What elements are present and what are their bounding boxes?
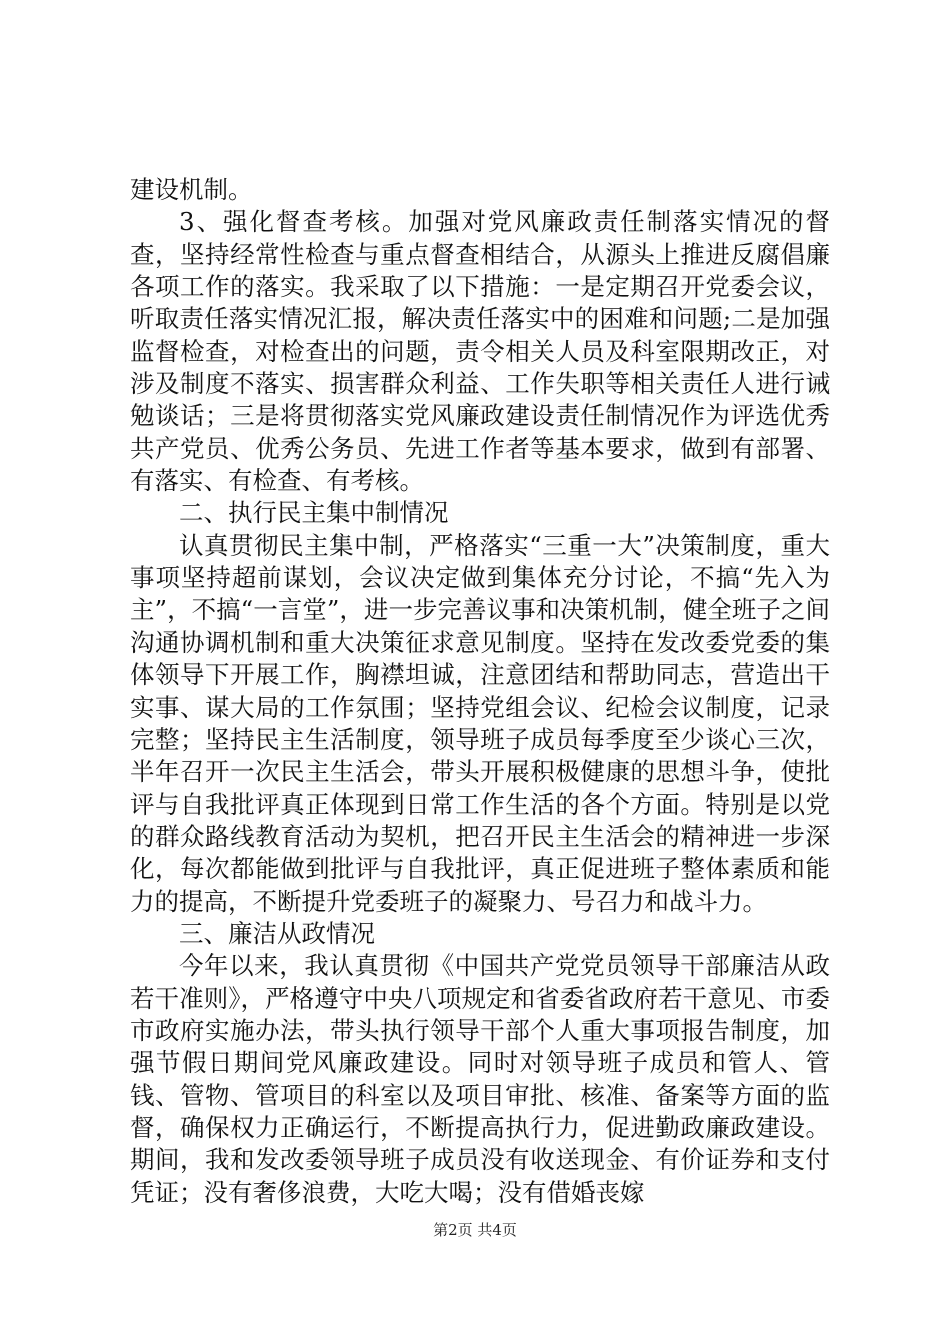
paragraph-democratic-centralism: 认真贯彻民主集中制，严格落实“三重一大”决策制度，重大事项坚持超前谋划，会议决定做到集体充分讨论，不搞“先入为主”，不搞“一言堂”，进一步完善议事和决策机制，健全班子之间沟通协调机制和重大决策征求意见制度。坚持在发改委党委的集体领导下开展工作，胸襟坦诚，注意团结和帮助同志，营造出干实事、谋大局的工作氛围；坚持党组会议、纪检会议制度，记录完整；坚持民主生活制度，领导班子成员每季度至少谈心三次，半年召开一次民主生活会，带头开展积极健康的思想斗争，使批评与自我批评真正体现到日常工作生活的各个方面。特别是以党的群众路线教育活动为契机，把召开民主生活会的精神进一步深化，每次都能做到批评与自我批评，真正促进班子整体素质和能力的提高，不断提升党委班子的凝聚力、号召力和战斗力。	[130, 530, 830, 916]
page-number-footer: 第2页 共4页	[433, 1221, 517, 1239]
paragraph-continuation: 建设机制。	[130, 175, 253, 204]
document-body	[130, 174, 830, 1209]
section-heading-integrity: 三、廉洁从政情况	[179, 918, 375, 948]
paragraph-supervision: 3、强化督查考核。加强对党风廉政责任制落实情况的督查，坚持经常性检查与重点督查相结合，从源头上推进反腐倡廉各项工作的落实。我采取了以下措施：一是定期召开党委会议，听取责任落实情况汇报，解决责任落实中的困难和问题;二是加强监督检查，对检查出的问题，责令相关人员及科室限期改正，对涉及制度不落实、损害群众利益、工作失职等相关责任人进行诫勉谈话；三是将贯彻落实党风廉政建设责任制情况作为评选优秀共产党员、优秀公务员、先进工作者等基本要求，做到有部署、有落实、有检查、有考核。	[130, 207, 830, 496]
section-heading-democratic-centralism: 二、执行民主集中制情况	[179, 498, 449, 528]
paragraph-integrity: 今年以来，我认真贯彻《中国共产党党员领导干部廉洁从政若干准则》，严格遵守中央八项规定和省委省政府若干意见、市委市政府实施办法，带头执行领导干部个人重大事项报告制度，加强节假日期间党风廉政建设。同时对领导班子成员和管人、管钱、管物、管项目的科室以及项目审批、核准、备案等方面的监督，确保权力正确运行，不断提高执行力，促进勤政廉政建设。期间，我和发改委领导班子成员没有收送现金、有价证券和支付凭证；没有奢侈浪费，大吃大喝；没有借婚丧嫁	[130, 951, 830, 1207]
